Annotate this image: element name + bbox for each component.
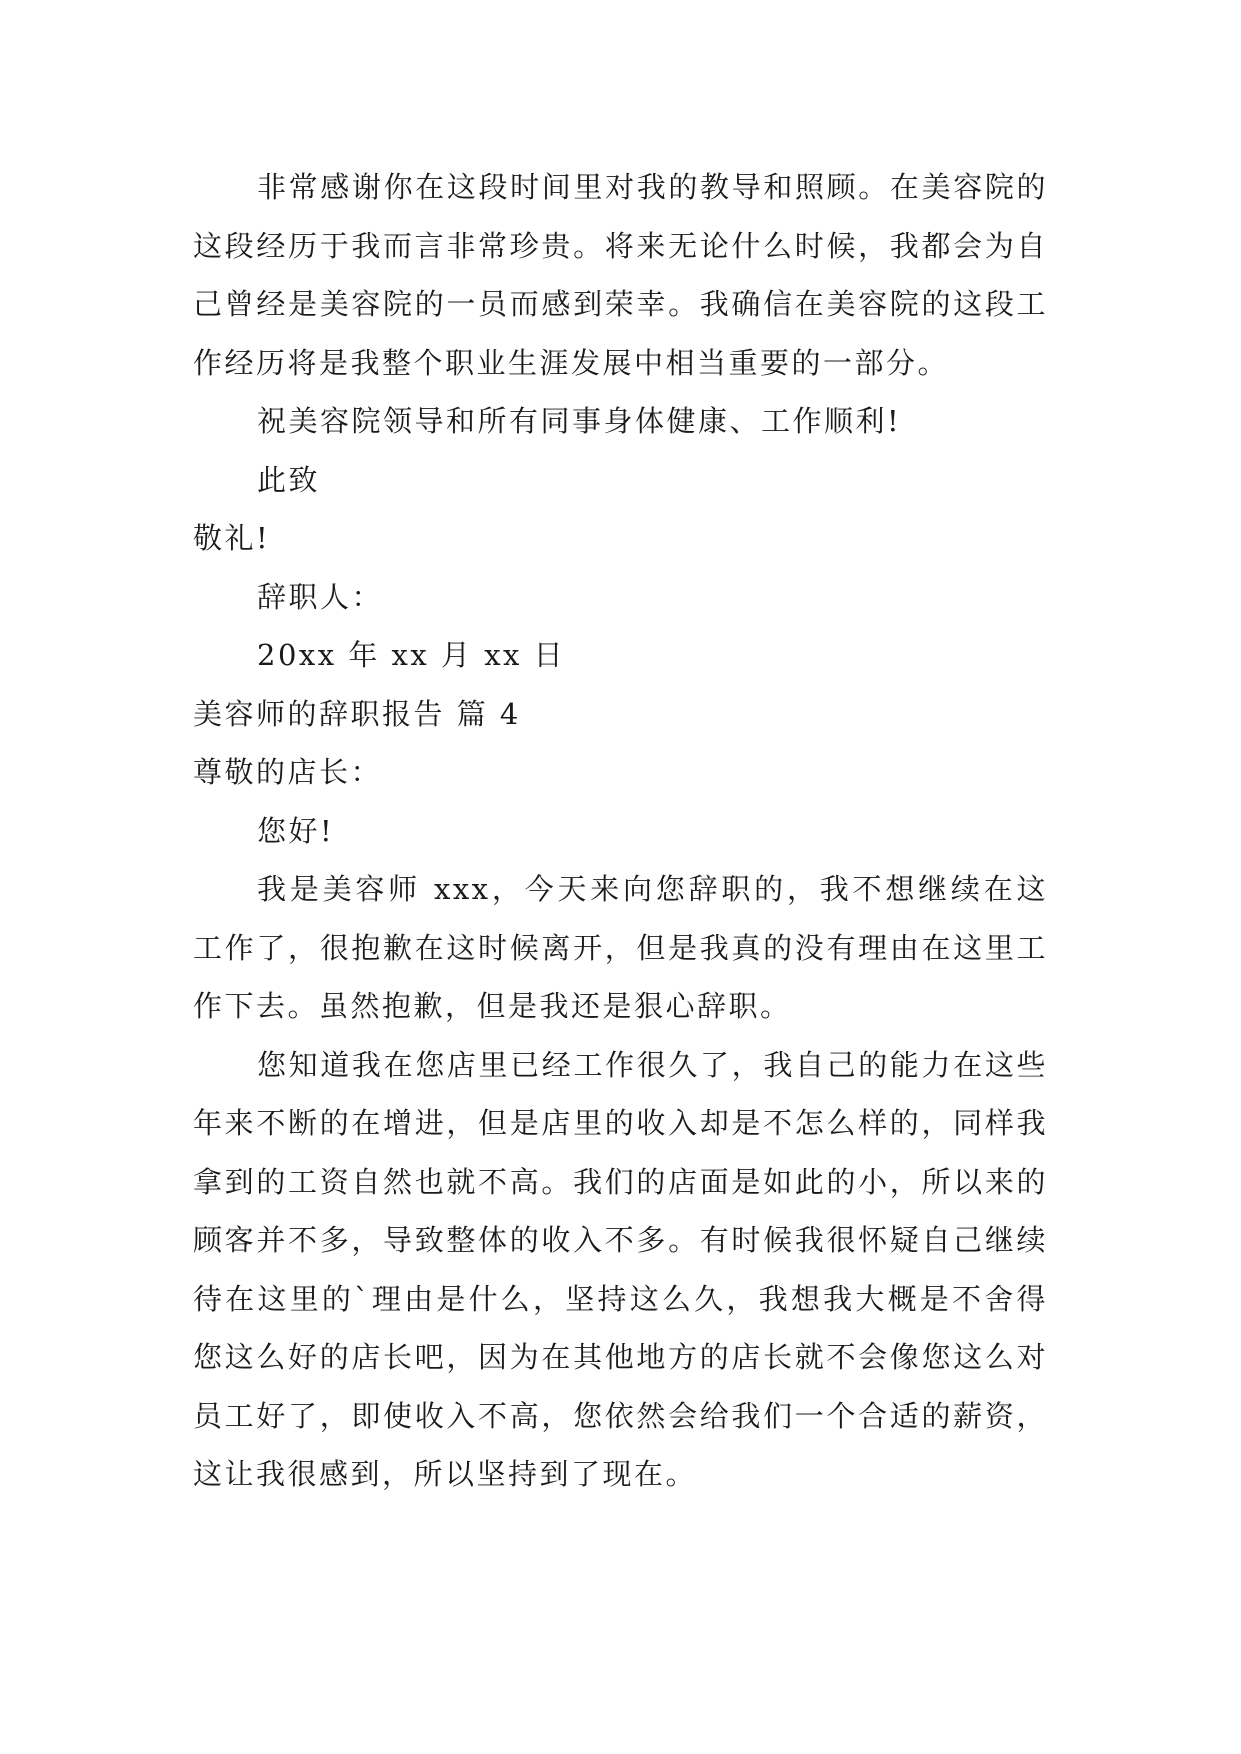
paragraph-reasons: 您知道我在您店里已经工作很久了，我自己的能力在这些年来不断的在增进，但是店里的收入却是不怎么样的，同样我拿到的工资自然也就不高。我们的店面是如此的小，所以来的顾客并不多，导致整体的收入不多。有时候我很怀疑自己继续待在这里的`理由是什么，坚持这么久，我想我大概是不舍得您这么好的店长吧，因为在其他地方的店长就不会像您这么对员工好了，即使收入不高，您依然会给我们一个合适的薪资，这让我很感到，所以坚持到了现在。 xyxy=(193,1047,1048,1491)
paragraph-wishes: 祝美容院领导和所有同事身体健康、工作顺利! xyxy=(257,404,902,438)
section-heading: 美容师的辞职报告 篇 4 xyxy=(193,696,521,731)
document-body xyxy=(193,158,1048,1504)
salutation: 尊敬的店长： xyxy=(193,755,383,789)
signature-date: 20xx 年 xx 月 xx 日 xyxy=(257,638,566,672)
paragraph-thanks: 非常感谢你在这段时间里对我的教导和照顾。在美容院的这段经历于我而言非常珍贵。将来无论什么时候，我都会为自己曾经是美容院的一员而感到荣幸。我确信在美容院的这段工作经历将是我整个职业生涯发展中相当重要的一部分。 xyxy=(193,170,1048,380)
closing-jingli: 敬礼! xyxy=(193,521,271,555)
greeting: 您好! xyxy=(257,813,335,848)
closing-cizhi: 此致 xyxy=(257,462,321,497)
signature-label: 辞职人： xyxy=(257,579,384,614)
paragraph-intro: 我是美容师 xxx，今天来向您辞职的，我不想继续在这工作了，很抱歉在这时候离开，但是我真的没有理由在这里工作下去。虽然抱歉，但是我还是狠心辞职。 xyxy=(193,872,1048,1023)
